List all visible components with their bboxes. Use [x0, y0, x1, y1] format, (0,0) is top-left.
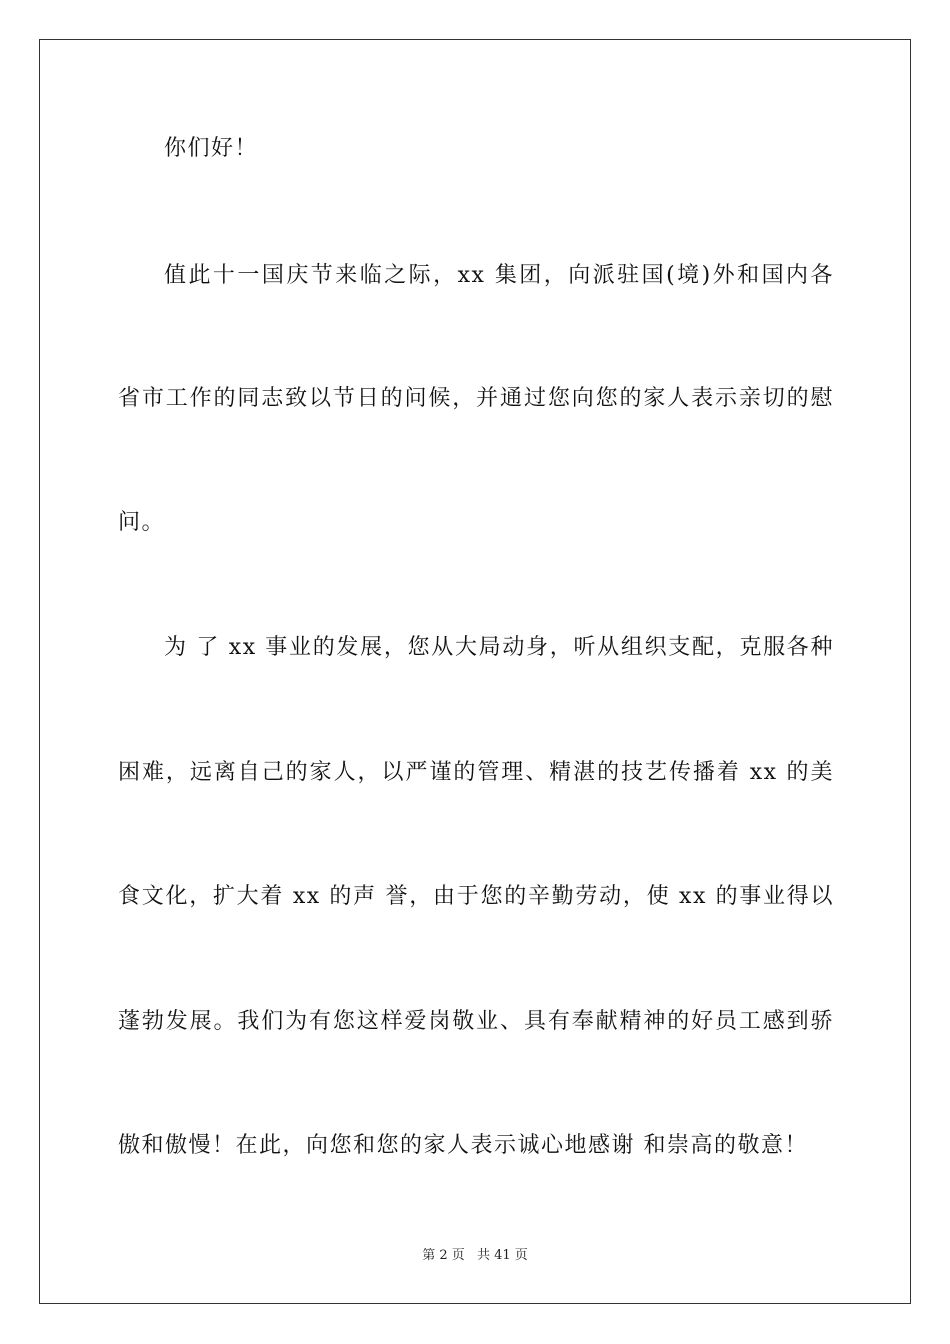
page-number: 第 2 页: [422, 1248, 465, 1263]
body-line-1: 值此十一国庆节来临之际，xx 集团，向派驻国(境)外和国内各: [164, 263, 834, 288]
page-total: 共 41 页: [476, 1248, 528, 1263]
body-line-4: 为 了 xx 事业的发展，您从大局动身，听从组织支配，克服各种: [164, 635, 834, 660]
body-line-7: 蓬勃发展。我们为有您这样爱岗敬业、具有奉献精神的好员工感到骄: [118, 1009, 834, 1034]
body-line-2: 省市工作的同志致以节日的问候，并通过您向您的家人表示亲切的慰: [118, 386, 834, 411]
body-line-8: 傲和傲慢！在此，向您和您的家人表示诚心地感谢 和崇高的敬意！: [118, 1133, 808, 1158]
body-line-5: 困难，远离自己的家人，以严谨的管理、精湛的技艺传播着 xx 的美: [118, 760, 834, 785]
body-line-3: 问。: [118, 510, 166, 535]
greeting-line: 你们好！: [164, 136, 259, 161]
page-border: [39, 39, 911, 1304]
page-footer: [0, 1247, 950, 1265]
body-line-6: 食文化，扩大着 xx 的声 誉，由于您的辛勤劳动，使 xx 的事业得以: [118, 884, 834, 909]
